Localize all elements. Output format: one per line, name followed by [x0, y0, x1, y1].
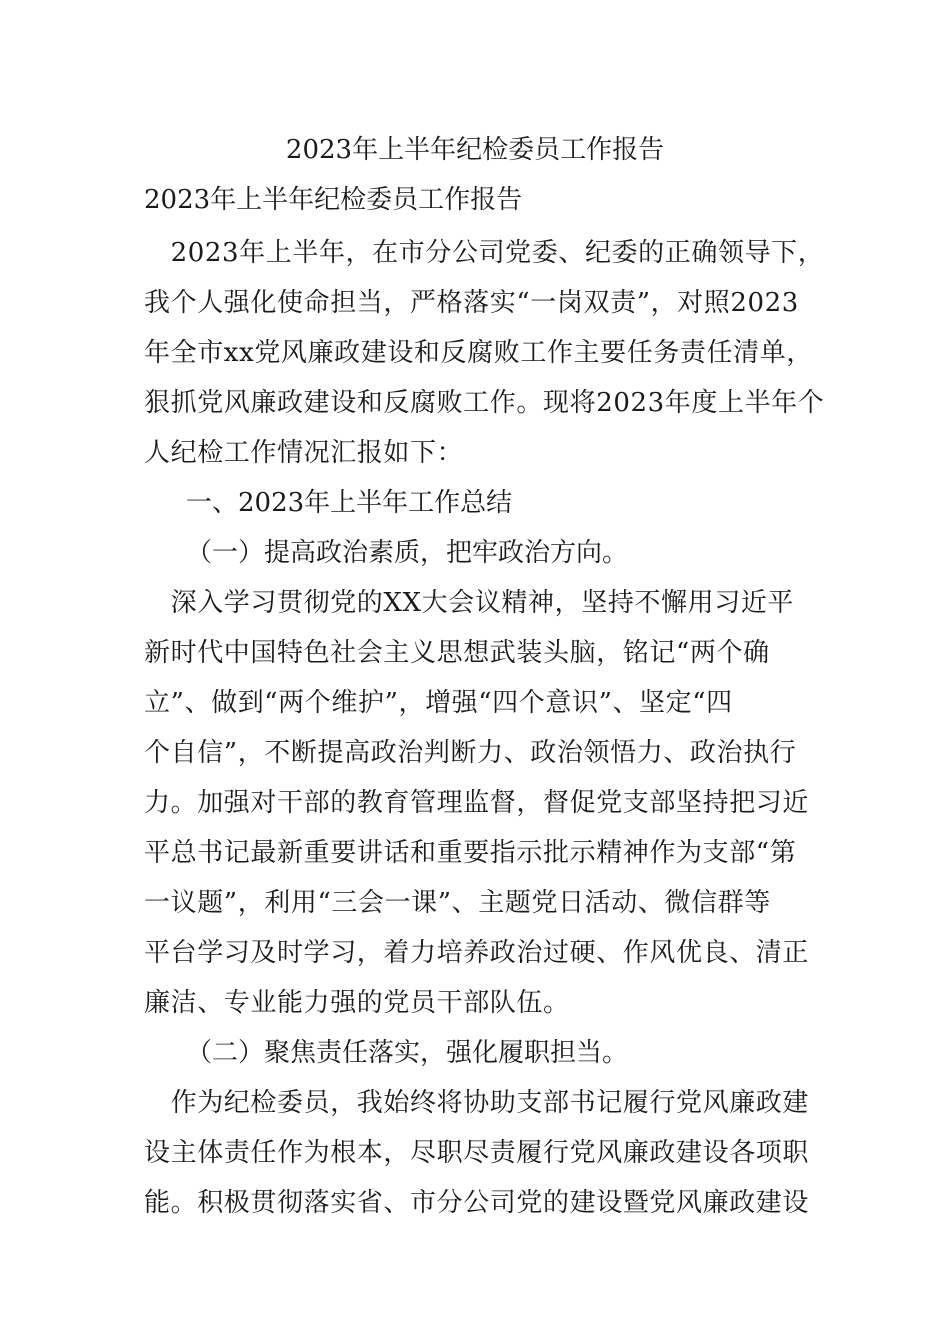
- paragraph-line: 立”、做到“两个维护”，增强“四个意识”、坚定“四: [144, 688, 733, 718]
- document-subtitle: 2023年上半年纪检委员工作报告: [144, 185, 523, 215]
- paragraph-line: 能。积极贯彻落实省、市分公司党的建设暨党风廉政建设: [144, 1188, 810, 1218]
- intro-line: 我个人强化使命担当，严格落实“一岗双责”，对照2023: [144, 288, 799, 318]
- paragraph-line: 力。加强对干部的教育管理监督，督促党支部坚持把习近: [144, 788, 810, 818]
- paragraph-line: 个自信”，不断提高政治判断力、政治领悟力、政治执行: [144, 738, 797, 768]
- intro-line: 2023年上半年，在市分公司党委、纪委的正确领导下，: [144, 238, 825, 268]
- paragraph-line: 一议题”，利用“三会一课”、主题党日活动、微信群等: [144, 888, 771, 918]
- subsection-heading: （二）聚焦责任落实，强化履职担当。: [186, 1038, 629, 1068]
- paragraph-line: 平总书记最新重要讲话和重要指示批示精神作为支部“第: [144, 838, 797, 868]
- paragraph-line: 廉洁、专业能力强的党员干部队伍。: [144, 988, 570, 1018]
- intro-line: 人纪检工作情况汇报如下：: [144, 438, 464, 468]
- subsection-heading: （一）提高政治素质，把牢政治方向。: [186, 538, 629, 568]
- document-body: [144, 228, 825, 1228]
- paragraph-line: 作为纪检委员，我始终将协助支部书记履行党风廉政建: [144, 1088, 810, 1118]
- document-title: 2023年上半年纪检委员工作报告: [285, 135, 665, 165]
- intro-line: 狠抓党风廉政建设和反腐败工作。现将2023年度上半年个: [144, 388, 825, 418]
- section-heading: 一、2023年上半年工作总结: [186, 488, 513, 518]
- intro-line: 年全市xx党风廉政建设和反腐败工作主要任务责任清单，: [144, 338, 813, 368]
- paragraph-line: 设主体责任作为根本，尽职尽责履行党风廉政建设各项职: [144, 1138, 810, 1168]
- paragraph-line: 平台学习及时学习，着力培养政治过硬、作风优良、清正: [144, 938, 810, 968]
- paragraph-line: 深入学习贯彻党的XX大会议精神，坚持不懈用习近平: [144, 588, 795, 618]
- paragraph-line: 新时代中国特色社会主义思想武装头脑，铭记“两个确: [144, 638, 770, 668]
